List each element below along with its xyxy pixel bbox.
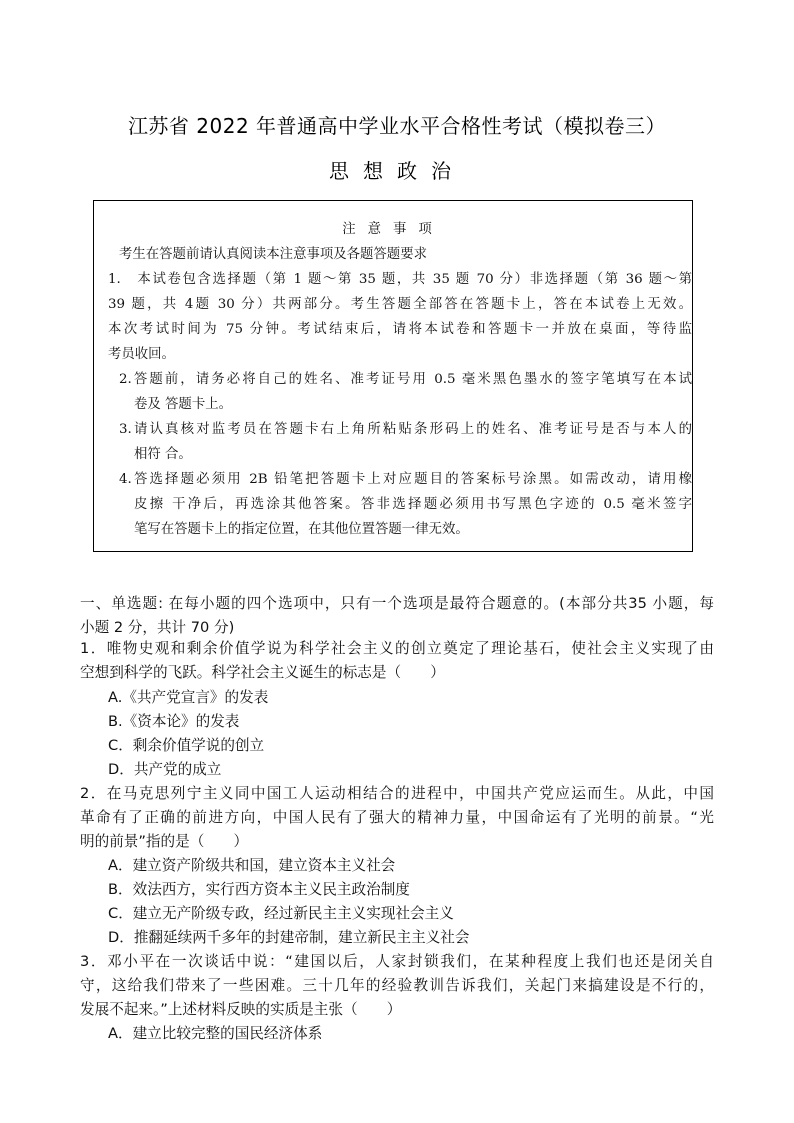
section-heading-line-1: 一、单选题: 在每小题的四个选项中，只有一个选项是最符合题意的。(本部分共35 小题，每 xyxy=(80,595,714,612)
notice-item-1-line-2: 39 题，共 4题 30 分）共两部分。考生答题全部答在答题卡上，答在本试卷上无效。 xyxy=(108,297,692,312)
notice-intro: 考生在答题前请认真阅读本注意事项及各题答题要求 xyxy=(119,247,427,262)
notice-item-1-line-4: 考员收回。 xyxy=(108,347,175,362)
question-1-option-c: C．剩余价值学说的创立 xyxy=(108,737,265,754)
notice-item-2-line-2: 卷及 答题卡上。 xyxy=(134,397,232,412)
question-2-option-c: C．建立无产阶级专政，经过新民主主义实现社会主义 xyxy=(108,905,454,922)
section-heading-line-2: 小题 2 分，共计 70 分) xyxy=(80,619,235,636)
notice-item-1-line-1: 1. 本试卷包含选择题（第 1 题～第 35 题，共 35 题 70 分）非选择题（第 36 题～第 xyxy=(108,272,692,287)
question-1-option-d: D．共产党的成立 xyxy=(108,761,222,778)
question-3-stem-line-3: 发展不起来。”上述材料反映的实质是主张（ ） xyxy=(80,1001,402,1018)
question-2-option-d: D．推翻延续两千多年的封建帝制，建立新民主主义社会 xyxy=(108,929,470,946)
notice-item-4-line-3: 笔写在答题卡上的指定位置，在其他位置答题一律无效。 xyxy=(134,522,469,537)
question-1-option-b: B.《资本论》的发表 xyxy=(108,713,240,730)
exam-title: 江苏省 2022 年普通高中学业水平合格性考试（模拟卷三） xyxy=(127,114,667,138)
notice-box xyxy=(93,200,693,552)
notice-item-2-line-1: 2.答题前，请务必将自己的姓名、准考证号用 0.5 毫米黑色墨水的签字笔填写在本试 xyxy=(119,372,692,387)
notice-item-1-line-3: 本次考试时间为 75 分钟。考试结束后，请将本试卷和答题卡一并放在桌面，等待监 xyxy=(108,322,692,337)
question-1-option-a: A.《共产党宣言》的发表 xyxy=(108,689,269,706)
question-2-option-b: B．效法西方，实行西方资本主义民主政治制度 xyxy=(108,881,410,898)
question-2-option-a: A．建立资产阶级共和国，建立资本主义社会 xyxy=(108,857,396,874)
notice-item-3-line-2: 相符 合。 xyxy=(134,447,192,462)
notice-item-4-line-2: 皮擦 干净后，再选涂其他答案。答非选择题必须用书写黑色字迹的 0.5 毫米签字 xyxy=(134,497,692,512)
subject-title: 思想政治 xyxy=(329,159,465,183)
question-1-stem-line-1: 1．唯物史观和剩余价值学说为科学社会主义的创立奠定了理论基石，使社会主义实现了由 xyxy=(80,640,714,657)
notice-item-4-line-1: 4.答选择题必须用 2B 铅笔把答题卡上对应题目的答案标号涂黑。如需改动，请用橡 xyxy=(119,472,692,487)
question-1-stem-line-2: 空想到科学的飞跃。科学社会主义诞生的标志是（ ） xyxy=(80,664,445,681)
notice-heading: 注意事项 xyxy=(342,222,444,237)
question-3-stem-line-2: 守，这给我们带来了一些困难。三十几年的经验教训告诉我们，关起门来搞建设是不行的， xyxy=(80,977,714,994)
question-2-stem-line-2: 革命有了正确的前进方向，中国人民有了强大的精神力量，中国命运有了光明的前景。“光 xyxy=(80,809,714,826)
question-3-stem-line-1: 3．邓小平在一次谈话中说：“建国以后，人家封锁我们，在某种程度上我们也还是闭关自 xyxy=(80,953,714,970)
question-3-option-a: A．建立比较完整的国民经济体系 xyxy=(108,1025,323,1042)
notice-item-3-line-1: 3.请认真核对监考员在答题卡右上角所粘贴条形码上的姓名、准考证号是否与本人的 xyxy=(119,422,692,437)
question-2-stem-line-3: 明的前景”指的是（ ） xyxy=(80,833,249,850)
question-2-stem-line-1: 2．在马克思列宁主义同中国工人运动相结合的进程中，中国共产党应运而生。从此，中国 xyxy=(80,785,714,802)
